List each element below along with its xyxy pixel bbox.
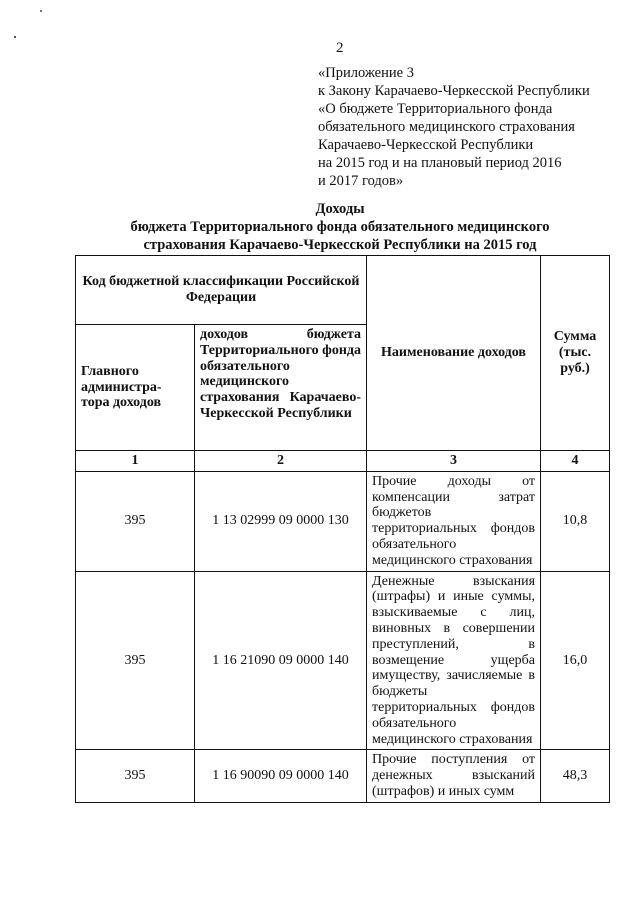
scan-speck bbox=[40, 10, 42, 12]
appendix-line: на 2015 год и на плановый период 2016 bbox=[318, 155, 562, 171]
appendix-line: «Приложение 3 bbox=[318, 65, 414, 81]
table-header-row bbox=[76, 256, 610, 325]
admin-code-cell: 395 bbox=[76, 471, 195, 571]
header-income-code: доходов бюджета Территориального фонда обязательного медицинского страхования Карачаево-Черкесской Республики bbox=[195, 325, 367, 451]
title-line: Доходы bbox=[315, 201, 365, 217]
table-row bbox=[76, 471, 610, 571]
appendix-line: «О бюджете Территориального фонда bbox=[318, 101, 553, 117]
income-code-cell: 1 13 02999 09 0000 130 bbox=[195, 471, 367, 571]
income-table bbox=[75, 255, 610, 803]
appendix-header bbox=[318, 64, 628, 190]
sum-cell: 48,3 bbox=[541, 750, 610, 802]
column-number: 2 bbox=[195, 451, 367, 472]
header-main-administrator: Главного администра-тора доходов bbox=[76, 325, 195, 451]
income-code-cell: 1 16 21090 09 0000 140 bbox=[195, 571, 367, 750]
column-number: 3 bbox=[367, 451, 541, 472]
table-row bbox=[76, 571, 610, 750]
sum-cell: 16,0 bbox=[541, 571, 610, 750]
document-title bbox=[80, 200, 600, 254]
income-name-cell: Денежные взыскания (штрафы) и иные суммы, взыскиваемые с лиц, виновных в совершении преступлений, в возмещение ущерба имуществу, зачисляемые в бюджеты территориальных фондов обязательного медицинского страхования bbox=[367, 571, 541, 750]
table-row bbox=[76, 750, 610, 802]
income-code-cell: 1 16 90090 09 0000 140 bbox=[195, 750, 367, 802]
appendix-line: обязательного медицинского страхования bbox=[318, 119, 575, 135]
header-income-name: Наименование доходов bbox=[367, 256, 541, 451]
header-budget-classification: Код бюджетной классификации Российской Федерации bbox=[76, 256, 367, 325]
appendix-line: к Закону Карачаево-Черкесской Республики bbox=[318, 83, 590, 99]
scan-speck bbox=[14, 36, 16, 38]
admin-code-cell: 395 bbox=[76, 571, 195, 750]
admin-code-cell: 395 bbox=[76, 750, 195, 802]
column-number: 1 bbox=[76, 451, 195, 472]
column-number-row bbox=[76, 451, 610, 472]
appendix-line: Карачаево-Черкесской Республики bbox=[318, 137, 534, 153]
title-line: бюджета Территориального фонда обязательного медицинского bbox=[130, 219, 550, 235]
page-number: 2 bbox=[336, 40, 344, 56]
column-number: 4 bbox=[541, 451, 610, 472]
appendix-line: и 2017 годов» bbox=[318, 173, 404, 189]
income-name-cell: Прочие доходы от компенсации затрат бюджетов территориальных фондов обязательного медицинского страхования bbox=[367, 471, 541, 571]
sum-cell: 10,8 bbox=[541, 471, 610, 571]
header-sum: Сумма (тыс. руб.) bbox=[541, 256, 610, 451]
income-name-cell: Прочие поступления от денежных взысканий (штрафов) и иных сумм bbox=[367, 750, 541, 802]
title-line: страхования Карачаево-Черкесской Республики на 2015 год bbox=[143, 237, 537, 253]
